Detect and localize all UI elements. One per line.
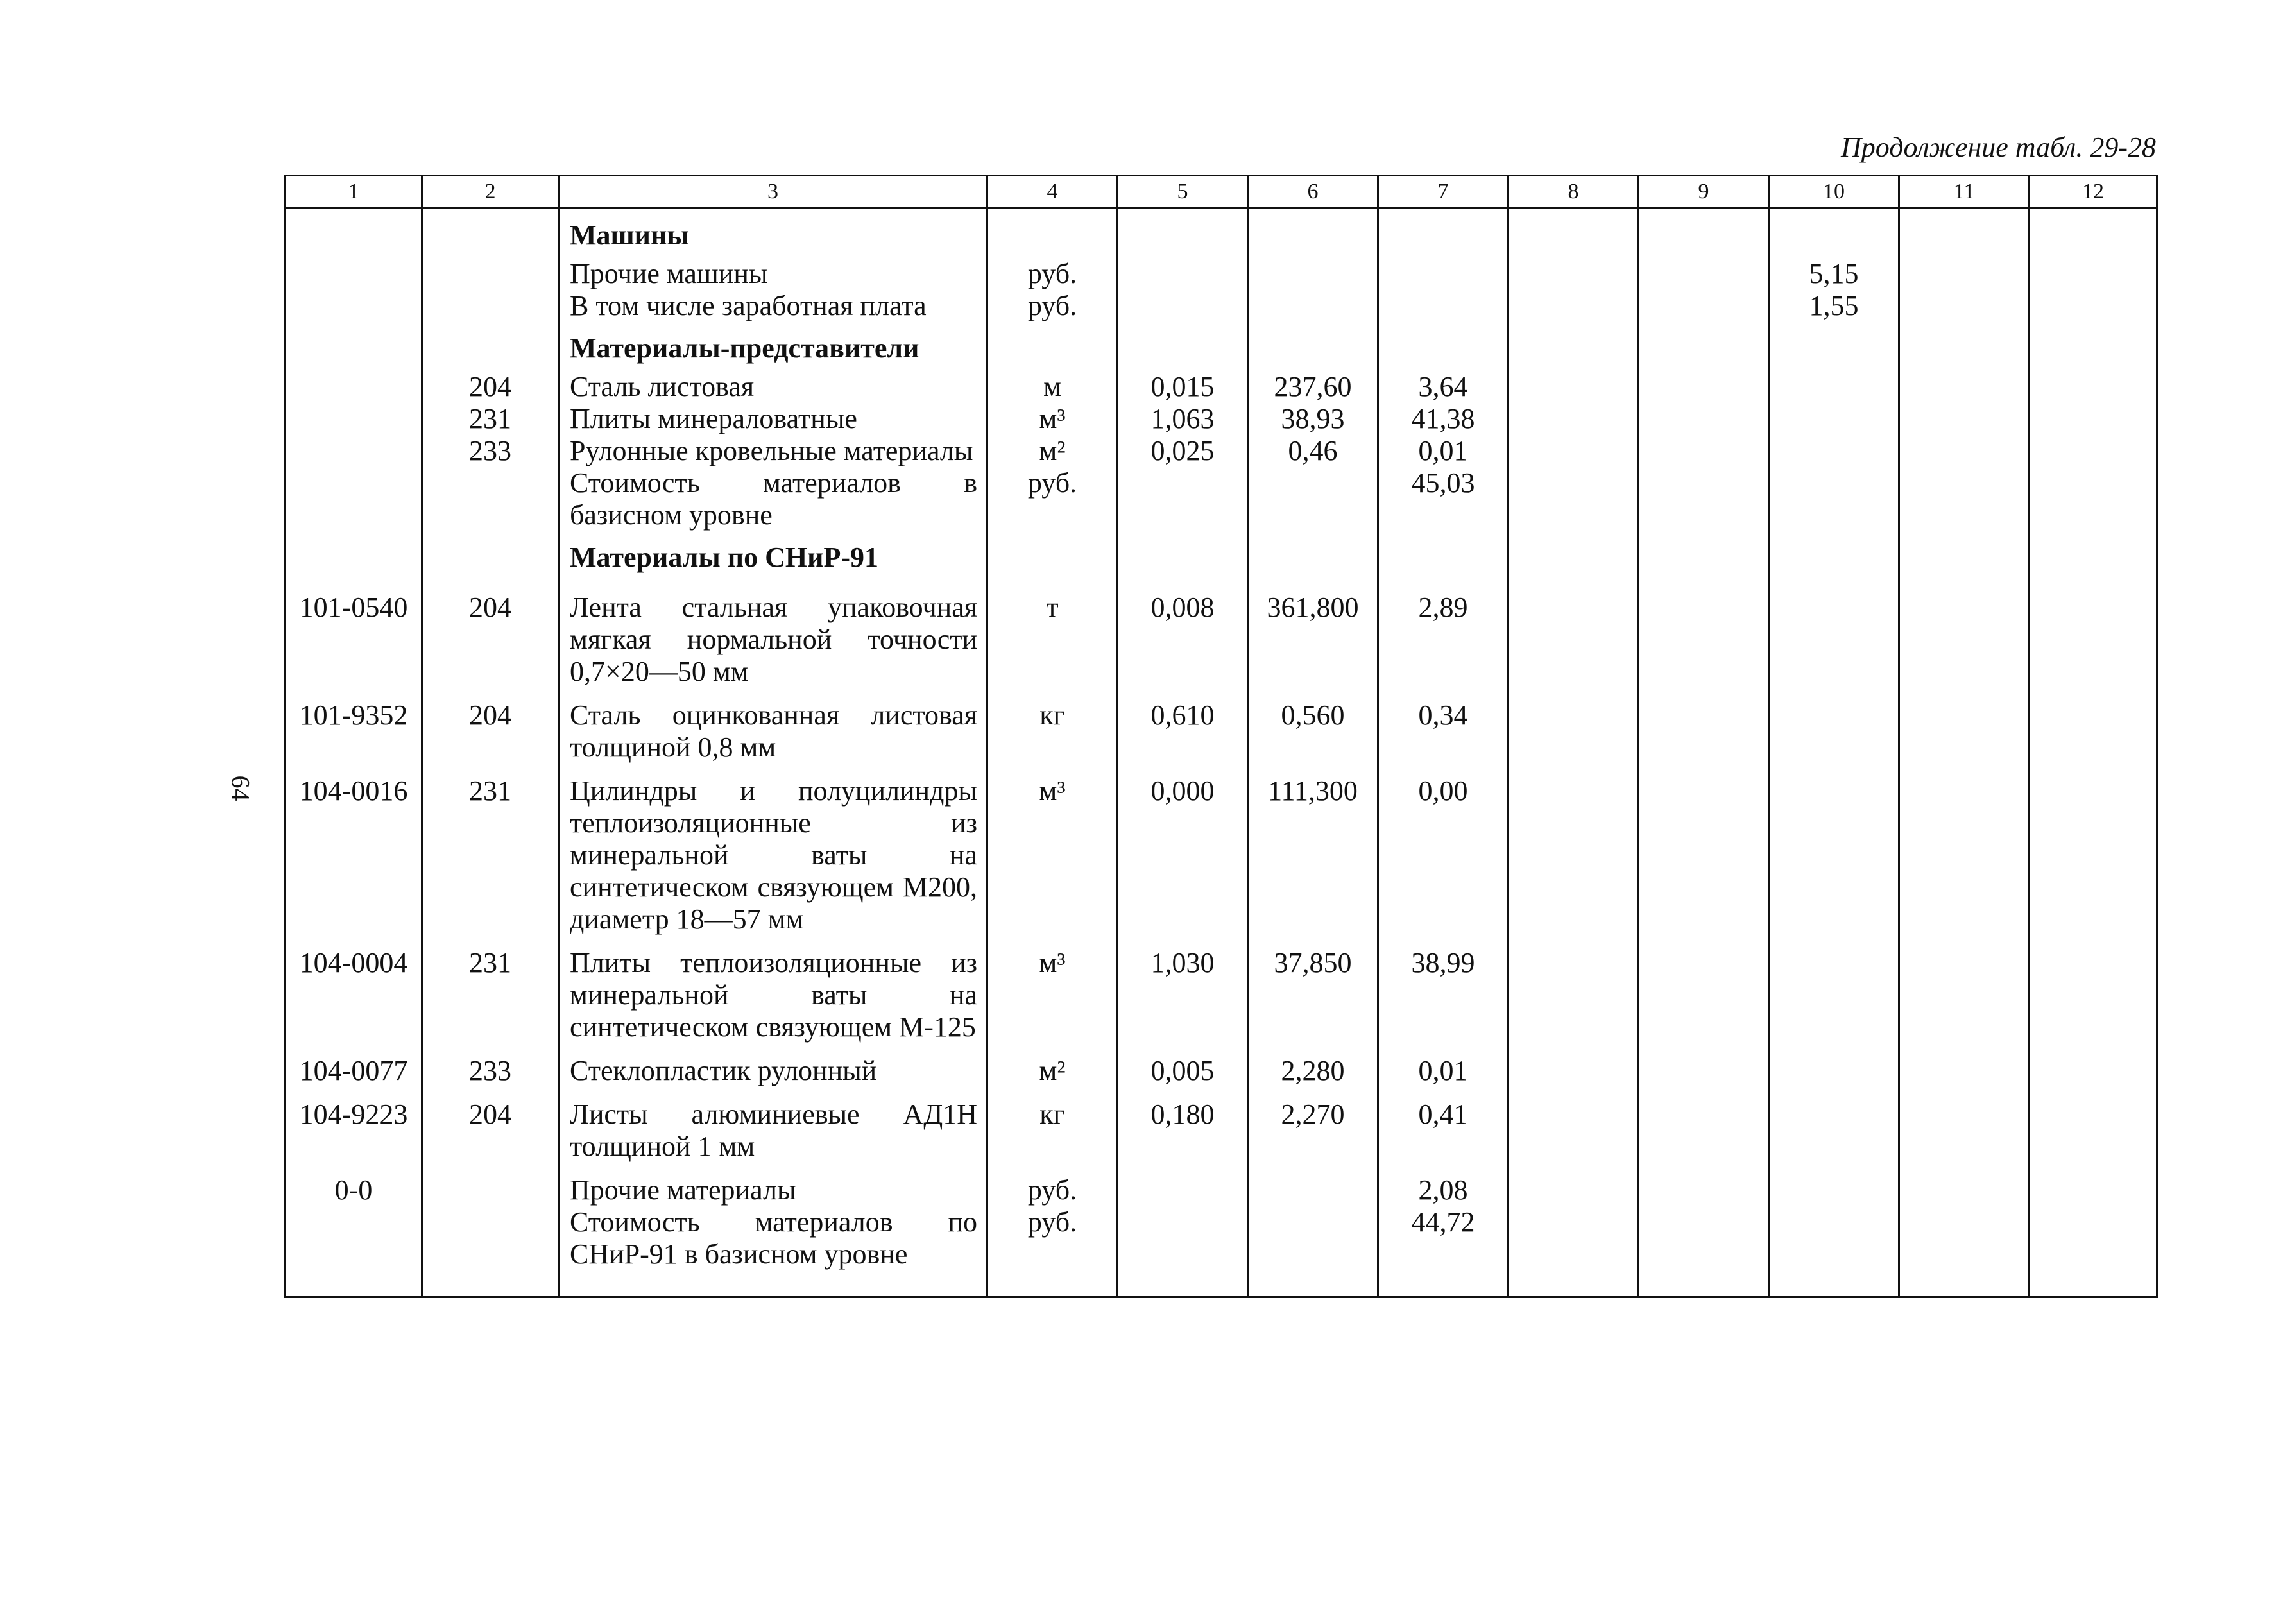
empty-cell [1509,936,1639,1043]
page-number: 64 [226,775,255,801]
empty-cell [1899,688,2030,764]
empty-cell [2030,531,2157,580]
cell-name: Сталь листовая [559,371,987,403]
empty-cell [1899,435,2030,467]
empty-cell [1509,371,1639,403]
empty-cell [559,1270,987,1297]
empty-cell [1248,322,1378,371]
cell-name: Прочие машины [559,258,987,290]
cell-price: 237,60 [1248,371,1378,403]
cell-col10 [1769,403,1899,435]
cell-group: 233 [422,435,559,467]
cell-code: 101-0540 [286,580,422,688]
empty-cell [2030,1270,2157,1297]
cell-col10 [1769,764,1899,936]
cell-price [1248,1163,1378,1206]
cell-col10 [1769,435,1899,467]
cell-cost: 44,72 [1378,1206,1509,1270]
cell-code: 0-0 [286,1163,422,1206]
empty-cell [1509,403,1639,435]
cell-cost: 2,89 [1378,580,1509,688]
cell-qty [1118,258,1248,290]
empty-cell [1639,1043,1769,1087]
empty-cell [1378,531,1509,580]
empty-cell [1639,688,1769,764]
empty-cell [1378,322,1509,371]
cell-code [286,435,422,467]
empty-cell [1509,531,1639,580]
cell-qty [1118,1163,1248,1206]
table-row [286,435,2157,467]
cell-price [1248,1206,1378,1270]
empty-cell [1639,1270,1769,1297]
empty-cell [2030,936,2157,1043]
cell-qty: 0,610 [1118,688,1248,764]
empty-cell [1899,531,2030,580]
cell-code: 104-0077 [286,1043,422,1087]
empty-cell [2030,258,2157,290]
table-row [286,1163,2157,1206]
empty-cell [987,1270,1118,1297]
cell-code: 104-9223 [286,1087,422,1163]
empty-cell [2030,580,2157,688]
empty-cell [2030,467,2157,531]
cell-qty [1118,1206,1248,1270]
cell-name: Листы алюминиевые АД1Н толщиной 1 мм [559,1087,987,1163]
empty-cell [1118,322,1248,371]
empty-cell [2030,1087,2157,1163]
cell-group: 204 [422,371,559,403]
col-header: 10 [1769,176,1899,209]
cell-group: 204 [422,580,559,688]
empty-cell [1639,403,1769,435]
empty-cell [1509,322,1639,371]
cell-name: Лента стальная упаковочная мягкая нормальной точности 0,7×20—50 мм [559,580,987,688]
col-header: 12 [2030,176,2157,209]
empty-cell [1899,290,2030,322]
empty-cell [1899,1163,2030,1206]
empty-cell [1509,580,1639,688]
empty-cell [1509,1163,1639,1206]
cell-name: Рулонные кровельные материалы [559,435,987,467]
table-row [286,688,2157,764]
cell-qty: 1,063 [1118,403,1248,435]
cell-price: 0,560 [1248,688,1378,764]
cell-code: 101-9352 [286,688,422,764]
table-row [286,1043,2157,1087]
empty-cell [1899,1206,2030,1270]
empty-cell [1639,371,1769,403]
empty-cell [1248,209,1378,259]
empty-cell [1118,1270,1248,1297]
section-title: Материалы по СНиР-91 [559,531,987,580]
cell-qty: 0,005 [1118,1043,1248,1087]
empty-cell [1639,435,1769,467]
col-header: 6 [1248,176,1378,209]
empty-cell [2030,371,2157,403]
cell-col10 [1769,371,1899,403]
cell-qty: 0,180 [1118,1087,1248,1163]
empty-cell [1248,531,1378,580]
cell-col10 [1769,688,1899,764]
empty-cell [2030,435,2157,467]
empty-cell [1509,764,1639,936]
col-header: 7 [1378,176,1509,209]
empty-cell [1769,209,1899,259]
column-number-header [286,176,2157,209]
empty-cell [422,322,559,371]
empty-cell [286,1270,422,1297]
cell-col10 [1769,580,1899,688]
cell-cost: 41,38 [1378,403,1509,435]
cell-group [422,290,559,322]
empty-cell [1899,467,2030,531]
empty-cell [2030,1043,2157,1087]
cell-unit: руб. [987,467,1118,531]
cell-qty [1118,467,1248,531]
empty-cell [1509,290,1639,322]
cell-col10 [1769,936,1899,1043]
cell-col10: 5,15 [1769,258,1899,290]
table-body [286,209,2157,1297]
empty-cell [2030,290,2157,322]
cell-col10: 1,55 [1769,290,1899,322]
cell-unit: кг [987,1087,1118,1163]
col-header: 4 [987,176,1118,209]
col-header: 5 [1118,176,1248,209]
cell-cost: 45,03 [1378,467,1509,531]
cell-unit: руб. [987,290,1118,322]
empty-cell [1639,580,1769,688]
section-title: Материалы-представители [559,322,987,371]
table-row [286,467,2157,531]
empty-cell [1899,322,2030,371]
cell-group [422,1163,559,1206]
table-row [286,403,2157,435]
cell-group: 231 [422,764,559,936]
cell-unit: м [987,371,1118,403]
cell-col10 [1769,1043,1899,1087]
cell-unit: т [987,580,1118,688]
empty-cell [1639,1163,1769,1206]
cell-group: 231 [422,936,559,1043]
col-header: 1 [286,176,422,209]
empty-cell [1639,936,1769,1043]
empty-cell [422,1270,559,1297]
empty-cell [1769,1270,1899,1297]
cell-group: 204 [422,1087,559,1163]
cell-code [286,467,422,531]
cell-price [1248,258,1378,290]
table-row [286,258,2157,290]
table-row [286,371,2157,403]
empty-cell [987,209,1118,259]
cell-cost: 2,08 [1378,1163,1509,1206]
cell-name: Стеклопластик рулонный [559,1043,987,1087]
empty-cell [1509,1206,1639,1270]
empty-cell [1899,371,2030,403]
cell-unit: руб. [987,1206,1118,1270]
empty-cell [1639,1206,1769,1270]
table-row [286,1206,2157,1270]
empty-cell [1899,936,2030,1043]
empty-cell [1899,580,2030,688]
empty-cell [1899,764,2030,936]
cell-price: 38,93 [1248,403,1378,435]
empty-cell [1378,1270,1509,1297]
empty-cell [2030,209,2157,259]
empty-cell [1899,403,2030,435]
col-header: 8 [1509,176,1639,209]
cell-col10 [1769,467,1899,531]
cell-unit: м³ [987,936,1118,1043]
table-caption: Продолжение табл. 29-28 [1841,132,2156,163]
empty-cell [1509,209,1639,259]
section-title: Машины [559,209,987,259]
empty-cell [1639,531,1769,580]
empty-cell [1248,1270,1378,1297]
materials-table [284,175,2158,1298]
cell-name: Плиты теплоизоляционные из минеральной ваты на синтетическом связующем М-125 [559,936,987,1043]
cell-unit: руб. [987,1163,1118,1206]
cell-group: 204 [422,688,559,764]
cell-col10 [1769,1087,1899,1163]
section-row [286,209,2157,259]
empty-cell [1118,209,1248,259]
empty-cell [2030,764,2157,936]
empty-cell [1378,209,1509,259]
cell-name: Плиты минераловатные [559,403,987,435]
cell-name: Цилиндры и полуцилиндры теплоизоляционные из минеральной ваты на синтетическом связующем М200, диаметр 18—57 мм [559,764,987,936]
cell-unit: руб. [987,258,1118,290]
cell-price: 2,270 [1248,1087,1378,1163]
col-header: 11 [1899,176,2030,209]
cell-cost [1378,258,1509,290]
cell-name: Стоимость материалов по СНиР-91 в базисном уровне [559,1206,987,1270]
section-row [286,531,2157,580]
empty-cell [286,209,422,259]
cell-qty: 0,015 [1118,371,1248,403]
empty-cell [2030,688,2157,764]
cell-col10 [1769,1206,1899,1270]
col-header: 2 [422,176,559,209]
cell-unit: кг [987,688,1118,764]
cell-price: 361,800 [1248,580,1378,688]
cell-name: В том числе заработная плата [559,290,987,322]
cell-qty: 0,025 [1118,435,1248,467]
empty-cell [2030,1206,2157,1270]
empty-cell [1509,688,1639,764]
cell-cost: 0,00 [1378,764,1509,936]
empty-cell [422,531,559,580]
table-row [286,936,2157,1043]
cell-code: 104-0016 [286,764,422,936]
cell-cost: 0,01 [1378,435,1509,467]
empty-cell [1509,1043,1639,1087]
cell-code: 104-0004 [286,936,422,1043]
cell-name: Сталь оцинкованная листовая толщиной 0,8 мм [559,688,987,764]
cell-unit: м³ [987,403,1118,435]
cell-group: 233 [422,1043,559,1087]
empty-cell [1899,209,2030,259]
cell-unit: м³ [987,764,1118,936]
cell-qty: 0,000 [1118,764,1248,936]
col-header: 9 [1639,176,1769,209]
cell-code [286,1206,422,1270]
cell-price: 0,46 [1248,435,1378,467]
cell-name: Стоимость материалов в базисном уровне [559,467,987,531]
empty-cell [1509,258,1639,290]
cell-group [422,258,559,290]
empty-cell [1639,209,1769,259]
cell-cost: 3,64 [1378,371,1509,403]
col-header: 3 [559,176,987,209]
cell-unit: м² [987,1043,1118,1087]
empty-cell [422,209,559,259]
cell-code [286,403,422,435]
table-bottom-row [286,1270,2157,1297]
empty-cell [2030,322,2157,371]
empty-cell [2030,403,2157,435]
cell-name: Прочие материалы [559,1163,987,1206]
cell-price: 2,280 [1248,1043,1378,1087]
cell-cost: 0,01 [1378,1043,1509,1087]
cell-qty [1118,290,1248,322]
cell-price [1248,290,1378,322]
table-row [286,1087,2157,1163]
cell-code [286,290,422,322]
cell-group [422,467,559,531]
empty-cell [1509,435,1639,467]
cell-code [286,371,422,403]
cell-group: 231 [422,403,559,435]
cell-price: 111,300 [1248,764,1378,936]
empty-cell [1639,290,1769,322]
empty-cell [1899,1087,2030,1163]
table-row [286,764,2157,936]
empty-cell [1509,1270,1639,1297]
empty-cell [1118,531,1248,580]
empty-cell [286,531,422,580]
empty-cell [2030,1163,2157,1206]
empty-cell [286,322,422,371]
empty-cell [1639,258,1769,290]
cell-unit: м² [987,435,1118,467]
empty-cell [1899,258,2030,290]
empty-cell [1639,1087,1769,1163]
empty-cell [987,322,1118,371]
cell-cost: 38,99 [1378,936,1509,1043]
table-row [286,290,2157,322]
empty-cell [1639,467,1769,531]
empty-cell [1899,1043,2030,1087]
empty-cell [1509,467,1639,531]
empty-cell [987,531,1118,580]
empty-cell [1769,322,1899,371]
cell-group [422,1206,559,1270]
cell-cost: 0,41 [1378,1087,1509,1163]
cell-col10 [1769,1163,1899,1206]
cell-cost: 0,34 [1378,688,1509,764]
cell-price [1248,467,1378,531]
cell-code [286,258,422,290]
section-row [286,322,2157,371]
cell-qty: 0,008 [1118,580,1248,688]
empty-cell [1639,322,1769,371]
table-row [286,580,2157,688]
empty-cell [1769,531,1899,580]
empty-cell [1899,1270,2030,1297]
empty-cell [1509,1087,1639,1163]
cell-price: 37,850 [1248,936,1378,1043]
empty-cell [1639,764,1769,936]
cell-qty: 1,030 [1118,936,1248,1043]
cell-cost [1378,290,1509,322]
